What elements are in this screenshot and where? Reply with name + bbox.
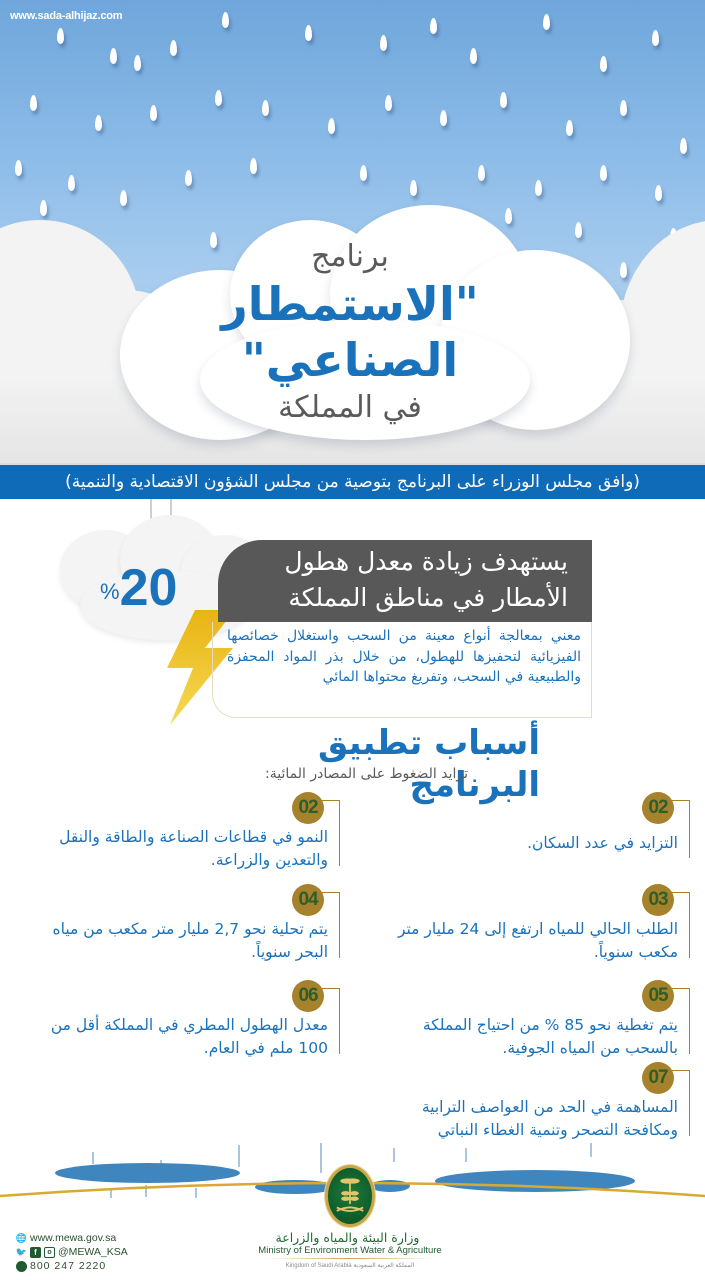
target-headline-line-2: الأمطار في مناطق المملكة: [288, 583, 568, 612]
approval-banner-text: (وافق مجلس الوزراء على البرنامج بتوصية من مجلس الشؤون الاقتصادية والتنمية): [65, 472, 640, 492]
source-watermark: www.sada-alhijaz.com: [10, 10, 123, 22]
title-line-2: "الاستمطار الصناعي": [221, 277, 479, 387]
reason-item: [370, 1062, 690, 1142]
reason-number-badge: 05: [642, 980, 674, 1012]
website-link[interactable]: [16, 1232, 116, 1244]
reason-number-badge: 02: [292, 792, 324, 824]
reason-item: [370, 980, 690, 1060]
reason-item: [380, 792, 690, 862]
reason-text: النمو في قطاعات الصناعة والطاقة والنقل والتعدين والزراعة.: [59, 828, 328, 869]
reason-number-badge: 06: [292, 980, 324, 1012]
target-description-text: معني بمعالجة أنواع معينة من السحب واستغلال خصائصها الفيزيائية لتحفيزها للهطول، من خلال بذر المواد المحفزة والطبيعية في السحب، وتفريغ محتواها المائي: [227, 628, 581, 685]
phone-number[interactable]: [16, 1260, 106, 1272]
percent-sign: %: [100, 579, 120, 604]
ministry-emblem-logo: [325, 1165, 375, 1227]
kingdom-line: Kingdom of Saudi Arabia المملكة العربية السعودية: [285, 1263, 415, 1269]
header-sky: [0, 0, 705, 470]
title-line-1: برنامج: [311, 239, 389, 274]
reason-item: [30, 884, 340, 964]
instagram-icon: o: [44, 1247, 55, 1258]
twitter-icon: 🐦: [15, 1246, 28, 1257]
globe-icon: 🌐: [15, 1232, 28, 1243]
social-handle[interactable]: [16, 1246, 128, 1258]
reason-text: التزايد في عدد السكان.: [527, 834, 678, 852]
program-title: [130, 238, 570, 428]
reason-text: يتم تحلية نحو 2,7 مليار متر مكعب من مياه البحر سنوياً.: [52, 920, 328, 961]
facebook-icon: f: [30, 1247, 41, 1258]
title-line-3: في المملكة: [278, 390, 422, 425]
phone-text: 800 247 2220: [30, 1260, 107, 1272]
ministry-name-english: Ministry of Environment Water & Agriculture: [258, 1245, 442, 1256]
reason-text: معدل الهطول المطري في المملكة أقل من 100 ملم في العام.: [50, 1016, 328, 1057]
reason-number-badge: 04: [292, 884, 324, 916]
reason-number-badge: 03: [642, 884, 674, 916]
reason-item: [30, 980, 340, 1060]
reason-text: الطلب الحالي للمياه ارتفع إلى 24 مليار متر مكعب سنوياً.: [397, 920, 678, 961]
reason-number-badge: 02: [642, 792, 674, 824]
social-handle-text: @MEWA_KSA: [58, 1246, 128, 1258]
reasons-subtitle: تزايد الضغوط على المصادر المائية:: [265, 766, 468, 782]
reason-number-badge: 07: [642, 1062, 674, 1094]
ministry-name-arabic: وزارة البيئة والمياه والزراعة: [275, 1230, 420, 1245]
reason-item: [30, 792, 340, 872]
percent-value: 20: [119, 559, 178, 617]
phone-icon: [16, 1261, 27, 1272]
ministry-divider: [265, 1258, 435, 1259]
target-description: [212, 622, 592, 718]
target-headline-line-1: يستهدف زيادة معدل هطول: [284, 547, 568, 576]
reasons-title: أسباب تطبيق البرنامج: [317, 723, 540, 805]
target-percent: [100, 558, 177, 618]
target-headline: [218, 540, 592, 622]
reason-item: [370, 884, 690, 964]
reason-text: يتم تغطية نحو 85 % من احتياج المملكة بالسحب من المياه الجوفية.: [422, 1016, 678, 1057]
approval-banner: [0, 463, 705, 499]
website-text: www.mewa.gov.sa: [30, 1232, 117, 1244]
reason-text: المساهمة في الحد من العواصف الترابية ومكافحة التصحر وتنمية الغطاء النباتي: [421, 1098, 678, 1139]
